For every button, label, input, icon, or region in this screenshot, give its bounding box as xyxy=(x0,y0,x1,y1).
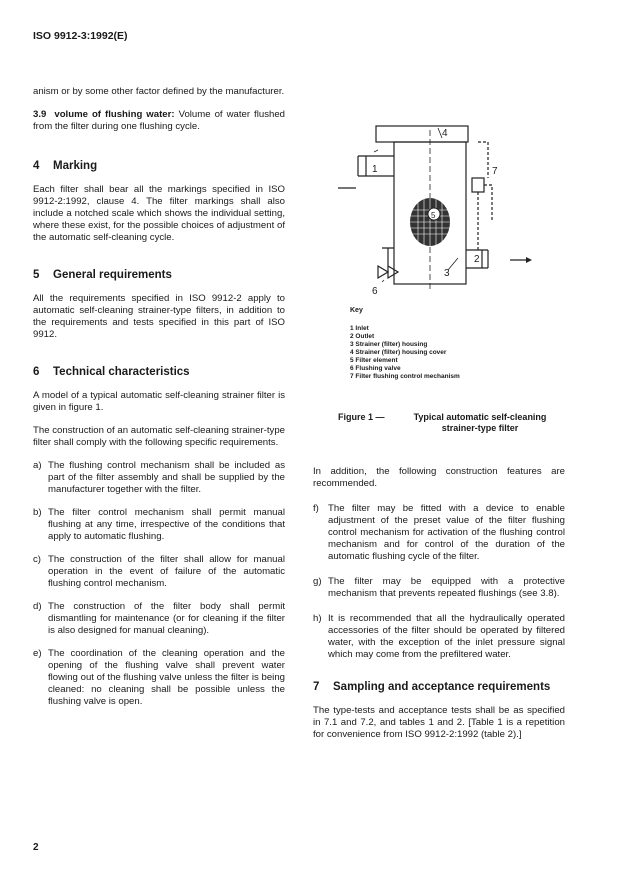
section-6-requirements-intro: The construction of an automatic self-cleaning strainer-type filter shall comply with the following specific requirements. xyxy=(33,425,285,448)
key-item: 6 Flushing valve xyxy=(350,365,401,372)
key-item: 7 Filter flushing control mechanism xyxy=(350,373,460,380)
list-item xyxy=(33,648,285,708)
key-title: Key xyxy=(350,307,363,314)
callout-4: 4 xyxy=(442,128,448,139)
callout-1: 1 xyxy=(372,164,378,175)
continued-paragraph: anism or by some other factor defined by the manufacturer. xyxy=(33,86,285,97)
section-4-heading xyxy=(33,160,285,172)
page-number: 2 xyxy=(33,842,39,853)
key-item: 3 Strainer (filter) housing xyxy=(350,341,428,348)
control-mechanism xyxy=(472,178,484,192)
section-number: 4 xyxy=(33,160,40,172)
key-item: 5 Filter element xyxy=(350,357,398,364)
item-label: g) xyxy=(313,576,322,587)
section-5-heading xyxy=(33,269,285,281)
item-text: The flushing control mechanism shall be included as part of the filter assembly and shall be supplied by the manufacturer together with the filter. xyxy=(48,460,285,495)
figure-label: Figure 1 — xyxy=(338,412,385,422)
item-label: a) xyxy=(33,460,42,471)
outlet-arrow-head xyxy=(526,257,532,263)
list-item xyxy=(313,503,565,563)
section-4-text: Each filter shall bear all the markings specified in ISO 9912-2:1992, clause 4. The filter markings shall also include a notched scale which shows the individual setting, where these exist, for the possible choices of adjustment of the automatic self-cleaning cycle. xyxy=(33,184,285,243)
item-text: The coordination of the cleaning operation and the opening of the flushing valve shall prevent water flowing out of the flushing valve unless the filter is being cleaned: no cleaning shall be possible unless the flushing valve is open. xyxy=(48,648,285,707)
item-text: The construction of the filter body shall permit dismantling for maintenance (or for cleaning if the filter is also designed for manual cleaning). xyxy=(48,601,285,636)
section-title: Technical characteristics xyxy=(53,366,190,378)
item-label: c) xyxy=(33,554,41,565)
definition-number: 3.9 xyxy=(33,109,47,120)
section-6-intro: A model of a typical automatic self-cleaning strainer filter is given in figure 1. xyxy=(33,390,285,413)
section-6-heading xyxy=(33,366,285,378)
section-title: General requirements xyxy=(53,269,172,281)
callout-5: 5 xyxy=(431,211,436,220)
callout-3: 3 xyxy=(444,268,450,279)
list-item xyxy=(33,460,285,496)
item-label: e) xyxy=(33,648,42,659)
list-item xyxy=(313,613,565,661)
item-text: The filter may be equipped with a protective mechanism that prevents repeated flushings (see 3.8). xyxy=(328,576,565,599)
item-label: b) xyxy=(33,507,42,518)
item-text: The filter may be fitted with a device to enable adjustment of the preset value of the filter flushing control mechanism for activation of the flushing control mechanism and for control of the duration of the automatic flushing cycle of the filter. xyxy=(328,503,565,562)
definition-text: Volume of water flushed from the filter during one flushing cycle. xyxy=(33,109,285,132)
filter-diagram xyxy=(338,122,538,302)
key-item: 2 Outlet xyxy=(350,333,375,340)
key-item: 1 Inlet xyxy=(350,325,369,332)
figure-caption xyxy=(338,412,578,434)
list-item xyxy=(313,576,565,600)
section-5-text: All the requirements specified in ISO 9912-2 apply to automatic self-cleaning strainer-type filters, in addition to the requirements and tests specified in this part of ISO 9912. xyxy=(33,293,285,340)
section-title: Sampling and acceptance requirements xyxy=(333,681,551,693)
list-item xyxy=(33,554,285,590)
callout-7: 7 xyxy=(492,166,498,177)
item-text: The filter control mechanism shall permit manual flushing at any time, irrespective of the conditions that apply to automatic flushing. xyxy=(48,507,285,542)
item-text: It is recommended that all the hydraulically operated accessories of the filter should be operated by filtered water, with the exception of the inlet pressure signal which may come from the prefiltered water. xyxy=(328,613,565,660)
callout-2: 2 xyxy=(474,254,480,265)
section-number: 7 xyxy=(313,681,320,693)
item-label: f) xyxy=(313,503,319,514)
section-7-heading xyxy=(313,681,565,693)
control-line xyxy=(478,142,492,252)
section-number: 5 xyxy=(33,269,40,281)
housing-cover xyxy=(376,126,468,142)
callout-6: 6 xyxy=(372,286,378,297)
key-item: 4 Strainer (filter) housing cover xyxy=(350,349,447,356)
list-item xyxy=(33,601,285,637)
right-column xyxy=(313,466,565,741)
left-column xyxy=(33,86,285,708)
flushing-valve xyxy=(378,248,398,278)
item-text: The construction of the filter shall allow for manual operation in the event of failure of the automatic flushing control mechanism. xyxy=(48,554,285,589)
figure-key xyxy=(350,307,460,381)
list-item xyxy=(33,507,285,543)
item-label: h) xyxy=(313,613,322,624)
section-title: Marking xyxy=(53,160,98,172)
figure-title: Typical automatic self-cleaning strainer-type filter xyxy=(413,412,547,433)
filter-element xyxy=(410,198,450,246)
definition-3-9 xyxy=(33,109,285,133)
item-label: d) xyxy=(33,601,42,612)
section-number: 6 xyxy=(33,366,40,378)
recommended-intro: In addition, the following construction features are recommended. xyxy=(313,466,565,489)
section-7-text: The type-tests and acceptance tests shall be as specified in 7.1 and 7.2, and tables 1 and 2. [Table 1 is a repetition for convenience from ISO 9912-2:1992 (table 2).] xyxy=(313,705,565,740)
document-header: ISO 9912-3:1992(E) xyxy=(33,30,128,42)
definition-term: volume of flushing water: xyxy=(54,109,175,120)
